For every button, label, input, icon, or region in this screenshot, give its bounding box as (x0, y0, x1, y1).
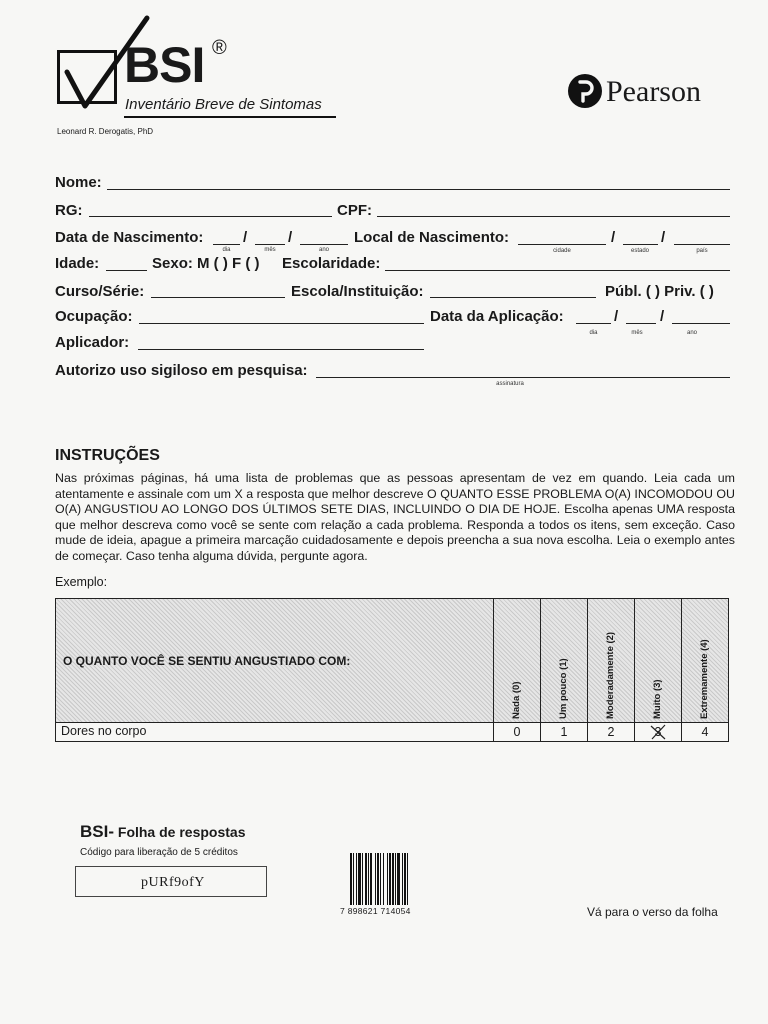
field-cpf[interactable] (377, 216, 730, 217)
label-publ-priv[interactable]: Públ. ( ) Priv. ( ) (605, 283, 714, 300)
field-ocupacao[interactable] (139, 323, 424, 324)
field-nasc-ano[interactable] (300, 244, 348, 245)
answer-sheet-title (80, 823, 245, 840)
field-nasc-dia[interactable] (213, 244, 240, 245)
caption-mes: mês (264, 247, 276, 253)
registered-mark: ® (212, 37, 227, 59)
logo-underline (124, 116, 336, 118)
instructions-body: Nas próximas páginas, há uma lista de problemas que as pessoas apresentam de vez em quando. Leia cada um atentamente e assinale com um X a resposta que melhor descreve O QUANTO ESSE PROBLEMA O(A) INCOMODOU OU O(A) ANGUSTIOU AO LONGO DOS ÚLTIMOS SETE DIAS, INCLUINDO O DIA DE HOJE. Escolha apenas UMA resposta que melhor descreva como você se sente com relação a cada problema. Responda a todos os itens, sem exceção. Caso mude de ideia, apague a primeira marcação cuidadosamente e depois preencha a sua nova escolha. Leia o exemplo antes de começar. Caso tenha alguma dúvida, pergunte agora. (55, 471, 735, 563)
code-label: Código para liberação de 5 créditos (80, 847, 238, 858)
option-label: Um pouco (1) (558, 658, 569, 719)
label-autorizo: Autorizo uso sigiloso em pesquisa: (55, 362, 308, 379)
release-code: pURf9ofY (141, 875, 205, 890)
field-nome[interactable] (107, 189, 730, 190)
label-escolaridade: Escolaridade: (282, 255, 381, 272)
option-column-um-pouco (540, 599, 587, 741)
label-nome: Nome: (55, 174, 102, 191)
caption-estado: estado (630, 248, 649, 254)
example-question: O QUANTO VOCÊ SE SENTIU ANGUSTIADO COM: (63, 654, 351, 668)
caption-ano: ano (318, 247, 329, 253)
field-curso-serie[interactable] (151, 297, 285, 298)
field-escola[interactable] (430, 297, 596, 298)
option-value[interactable]: 4 (701, 725, 709, 739)
option-value[interactable]: 3 (654, 725, 662, 739)
label-idade: Idade: (55, 255, 100, 272)
sep: / (661, 229, 666, 246)
field-escolaridade[interactable] (385, 270, 730, 271)
field-aplic-ano[interactable] (672, 323, 730, 324)
barcode-icon (349, 853, 431, 911)
caption-assinatura: assinatura (496, 381, 524, 387)
label-local-nascimento: Local de Nascimento: (354, 229, 510, 246)
field-aplic-dia[interactable] (576, 323, 611, 324)
example-item: Dores no corpo (61, 724, 147, 738)
field-pais[interactable] (674, 244, 730, 245)
x-mark-icon (648, 722, 668, 742)
label-curso-serie: Curso/Série: (55, 283, 145, 300)
option-column-nada (493, 599, 540, 741)
caption-cidade: cidade (553, 248, 571, 254)
label-sexo[interactable]: Sexo: M ( ) F ( ) (152, 255, 260, 272)
logo-subtitle: Inventário Breve de Sintomas (125, 96, 322, 113)
caption-pais: país (696, 248, 708, 254)
author: Leonard R. Derogatis, PhD (57, 127, 154, 136)
label-aplicador: Aplicador: (55, 334, 130, 351)
field-assinatura[interactable] (316, 377, 730, 378)
date-sep: / (614, 308, 619, 325)
option-label: Nada (0) (511, 681, 522, 719)
caption-ano: ano (686, 330, 697, 336)
date-sep: / (660, 308, 665, 325)
option-label: Moderadamente (2) (605, 631, 616, 719)
field-cidade[interactable] (518, 244, 606, 245)
label-rg: RG: (55, 202, 83, 219)
sheet-title-rest: Folha de respostas (114, 824, 246, 840)
sep: / (611, 229, 616, 246)
date-sep: / (288, 229, 293, 246)
instructions-title: INSTRUÇÕES (55, 447, 160, 464)
option-label: Muito (3) (652, 679, 663, 719)
label-escola: Escola/Instituição: (291, 283, 424, 300)
label-data-nascimento: Data de Nascimento: (55, 229, 204, 246)
field-estado[interactable] (623, 244, 658, 245)
field-idade[interactable] (106, 270, 147, 271)
option-column-moderadamente (587, 599, 634, 741)
turn-page-note: Vá para o verso da folha (587, 905, 718, 919)
option-value[interactable]: 0 (513, 725, 521, 739)
option-column-extremamente (681, 599, 728, 741)
example-label: Exemplo: (55, 575, 108, 589)
caption-dia: dia (222, 247, 231, 253)
label-data-aplicacao: Data da Aplicação: (430, 308, 564, 325)
example-table (55, 598, 729, 742)
publisher-name: Pearson (606, 75, 701, 108)
option-column-muito (634, 599, 681, 741)
option-value[interactable]: 2 (607, 725, 615, 739)
option-label: Extremamente (4) (699, 639, 710, 719)
label-ocupacao: Ocupação: (55, 308, 133, 325)
option-value[interactable]: 1 (560, 725, 568, 739)
pearson-p-icon (567, 73, 603, 109)
field-nasc-mes[interactable] (255, 244, 285, 245)
label-cpf: CPF: (337, 202, 372, 219)
field-aplicador[interactable] (138, 349, 424, 350)
sheet-title-bsi: BSI- (80, 822, 114, 841)
field-aplic-mes[interactable] (626, 323, 656, 324)
caption-mes: mês (631, 330, 643, 336)
barcode-number: 7 898621 714054 (340, 906, 411, 916)
date-sep: / (243, 229, 248, 246)
logo-bsi: BSI (124, 37, 205, 93)
field-rg[interactable] (89, 216, 332, 217)
caption-dia: dia (589, 330, 598, 336)
